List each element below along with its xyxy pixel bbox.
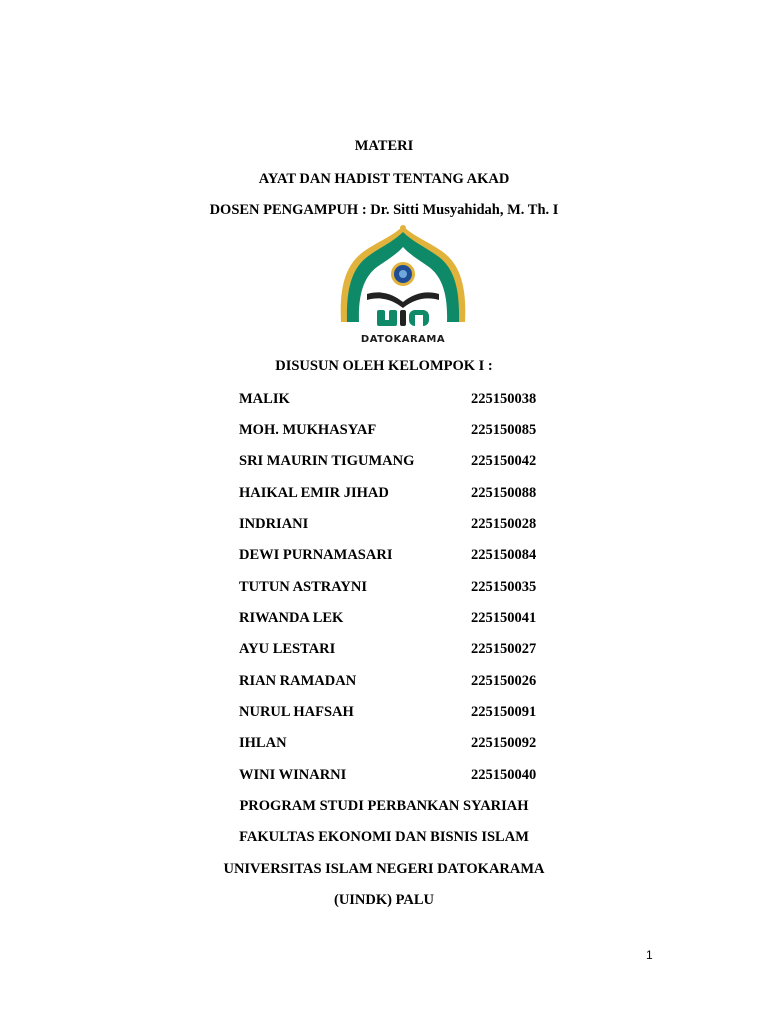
member-nim: 225150027 <box>471 641 537 657</box>
logo-letter-n-gap <box>415 315 423 326</box>
member-row <box>239 484 559 502</box>
member-name: INDRIANI <box>239 516 309 532</box>
member-name: RIAN RAMADAN <box>239 673 357 689</box>
logo-wordmark: DATOKARAMA <box>360 334 446 345</box>
member-name: HAIKAL EMIR JIHAD <box>239 485 389 501</box>
member-row <box>239 609 559 627</box>
document-subtitle: AYAT DAN HADIST TENTANG AKAD <box>258 171 510 187</box>
member-name: DEWI PURNAMASARI <box>239 547 393 563</box>
member-row <box>239 734 559 752</box>
member-nim: 225150035 <box>471 579 537 595</box>
member-name: NURUL HAFSAH <box>239 704 354 720</box>
logo-emblem-icon <box>331 222 475 334</box>
member-name: TUTUN ASTRAYNI <box>239 579 367 595</box>
logo-letter-u-base <box>377 320 397 326</box>
lecturer-line: DOSEN PENGAMPUH : Dr. Sitti Musyahidah, M. Th. I <box>209 202 559 218</box>
member-row <box>239 703 559 721</box>
member-name: AYU LESTARI <box>239 641 336 657</box>
member-row <box>239 421 559 439</box>
member-nim: 225150091 <box>471 704 537 720</box>
logo-globe-core-shape <box>399 270 407 278</box>
faculty-name: FAKULTAS EKONOMI DAN BISNIS ISLAM <box>239 829 529 845</box>
page-number: 1 <box>646 948 653 962</box>
member-nim: 225150084 <box>471 547 537 563</box>
document-title: MATERI <box>354 138 414 154</box>
member-name: SRI MAURIN TIGUMANG <box>239 453 415 469</box>
member-nim: 225150092 <box>471 735 537 751</box>
member-row <box>239 452 559 470</box>
logo-finial-shape <box>400 225 406 231</box>
member-nim: 225150041 <box>471 610 537 626</box>
member-nim: 225150088 <box>471 485 537 501</box>
member-name: MALIK <box>239 391 290 407</box>
study-program: PROGRAM STUDI PERBANKAN SYARIAH <box>239 798 529 814</box>
member-nim: 225150038 <box>471 391 537 407</box>
member-row <box>239 390 559 408</box>
member-name: IHLAN <box>239 735 287 751</box>
member-row <box>239 640 559 658</box>
member-nim: 225150028 <box>471 516 537 532</box>
member-nim: 225150040 <box>471 767 537 783</box>
member-name: RIWANDA LEK <box>239 610 344 626</box>
member-row <box>239 766 559 784</box>
member-row <box>239 546 559 564</box>
member-nim: 225150042 <box>471 453 537 469</box>
member-name: MOH. MUKHASYAF <box>239 422 377 438</box>
member-nim: 225150026 <box>471 673 537 689</box>
uin-datokarama-logo <box>331 222 475 348</box>
logo-letter-i <box>400 310 406 326</box>
member-nim: 225150085 <box>471 422 537 438</box>
member-row <box>239 515 559 533</box>
member-name: WINI WINARNI <box>239 767 347 783</box>
logo-book-shape <box>367 292 439 308</box>
university-name: UNIVERSITAS ISLAM NEGERI DATOKARAMA <box>223 861 545 877</box>
member-row <box>239 578 559 596</box>
group-heading: DISUSUN OLEH KELOMPOK I : <box>275 358 493 374</box>
member-row <box>239 672 559 690</box>
university-city: (UINDK) PALU <box>333 892 434 908</box>
